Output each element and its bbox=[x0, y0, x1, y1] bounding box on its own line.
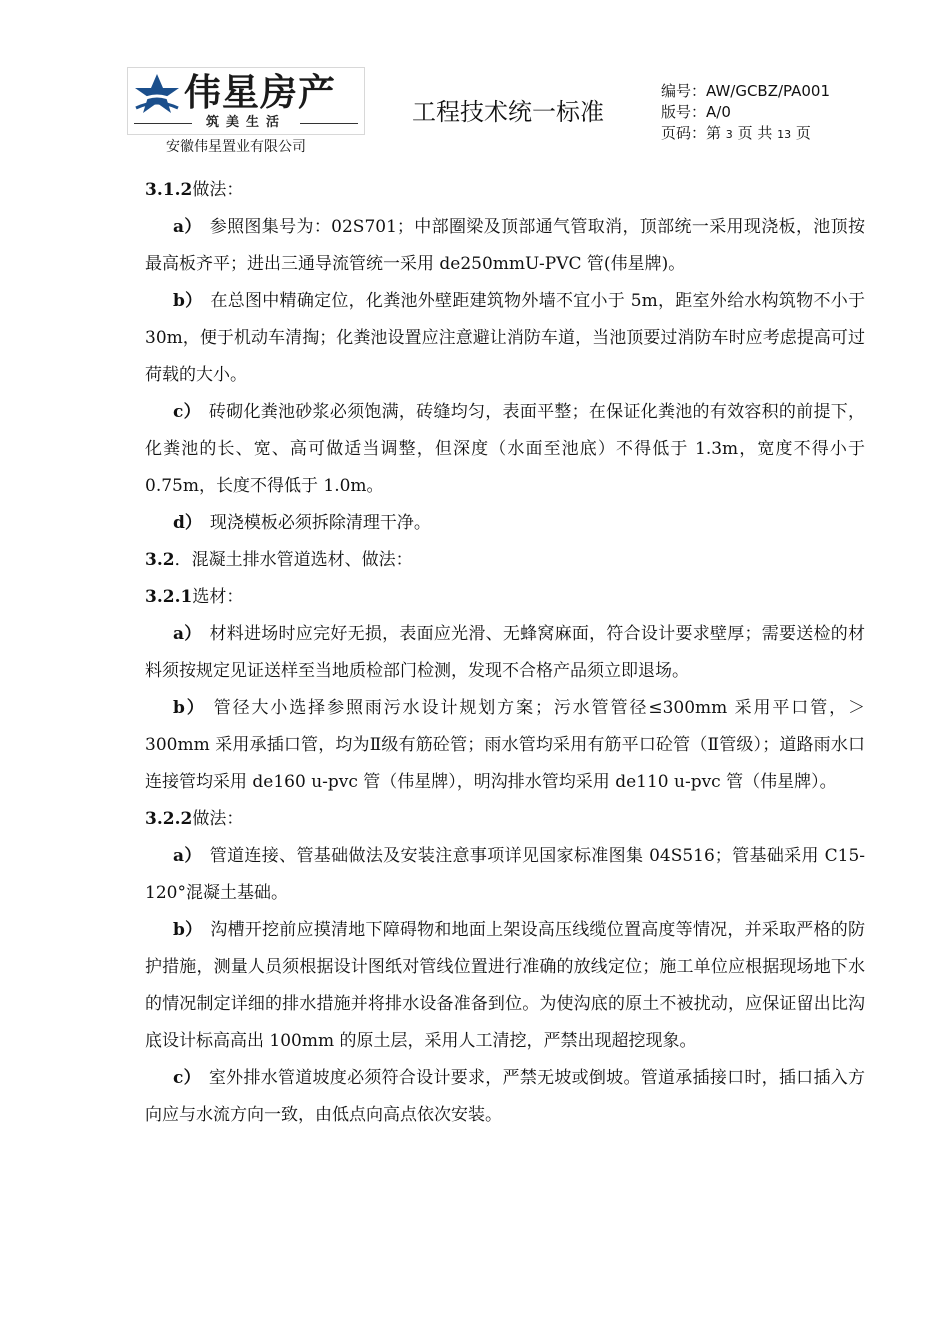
page-header bbox=[0, 0, 950, 160]
section-heading-text: ．混凝土排水管道选材、做法： bbox=[174, 550, 413, 570]
list-item bbox=[145, 690, 865, 801]
list-item bbox=[145, 505, 865, 542]
list-item bbox=[145, 283, 865, 394]
item-text: 沟槽开挖前应摸清地下障碍物和地面上架设高压线缆位置高度等情况，并采取严格的防护措施，测量人员须根据设计图纸对管线位置进行准确的放线定位；施工单位应根据现场地下水的情况制定详细的排水措施并将排水设备准备到位。为使沟底的原土不被扰动，应保证留出比沟底设计标高高出 100mm 的原土层，采用人工清挖，严禁出现超挖现象。 bbox=[145, 920, 865, 1051]
company-name: 安徽伟星置业有限公司 bbox=[166, 139, 306, 155]
item-marker: b） bbox=[173, 920, 203, 940]
list-item bbox=[145, 209, 865, 283]
section-heading bbox=[145, 542, 865, 579]
list-item bbox=[145, 616, 865, 690]
item-text: 砖砌化粪池砂浆必须饱满，砖缝均匀，表面平整；在保证化粪池的有效容积的前提下，化粪池的长、宽、高可做适当调整，但深度（水面至池底）不得低于 1.3m，宽度不得小于 0.75m，长度不得低于 1.0m。 bbox=[145, 402, 865, 496]
item-text: 室外排水管道坡度必须符合设计要求，严禁无坡或倒坡。管道承插接口时，插口插入方向应与水流方向一致，由低点向高点依次安装。 bbox=[145, 1068, 865, 1125]
document-title: 工程技术统一标准 bbox=[412, 98, 604, 126]
item-text: 在总图中精确定位，化粪池外壁距建筑物外墙不宜小于 5m，距室外给水构筑物不小于 30m，便于机动车清掏；化粪池设置应注意避让消防车道，当池顶要过消防车时应考虑提高可过荷载的大小。 bbox=[145, 291, 866, 385]
item-marker: d） bbox=[173, 513, 202, 533]
item-text: 材料进场时应完好无损，表面应光滑、无蜂窝麻面，符合设计要求壁厚；需要送检的材料须按规定见证送样至当地质检部门检测，发现不合格产品须立即退场。 bbox=[145, 624, 866, 681]
document-body bbox=[145, 172, 865, 1134]
list-item bbox=[145, 912, 865, 1060]
list-item bbox=[145, 394, 865, 505]
item-text: 管径大小选择参照雨污水设计规划方案；污水管管径≤300mm 采用平口管，＞300mm 采用承插口管，均为Ⅱ级有筋砼管；雨水管均采用有筋平口砼管（Ⅱ管级）；道路雨水口连接管均采用 de160 u-pvc 管（伟星牌），明沟排水管均采用 de110 u-pvc 管（伟星牌）。 bbox=[145, 698, 865, 792]
list-item bbox=[145, 1060, 865, 1134]
item-text: 现浇模板必须拆除清理干净。 bbox=[209, 513, 431, 533]
document-version: 版号：A/0 bbox=[661, 103, 731, 121]
item-marker: c） bbox=[173, 402, 201, 422]
star-logo-icon bbox=[132, 72, 182, 116]
document-number: 编号：AW/GCBZ/PA001 bbox=[661, 82, 831, 100]
document-meta bbox=[661, 81, 830, 145]
item-marker: a） bbox=[173, 846, 202, 866]
section-number: 3.2.2 bbox=[145, 809, 193, 829]
logo-name: 伟星房产 bbox=[184, 71, 336, 114]
item-text: 管道连接、管基础做法及安装注意事项详见国家标准图集 04S516；管基础采用 C15-120°混凝土基础。 bbox=[145, 846, 866, 903]
item-marker: b） bbox=[173, 291, 203, 311]
item-marker: c） bbox=[173, 1068, 201, 1088]
section-number: 3.2.1 bbox=[145, 587, 193, 607]
section-heading bbox=[145, 801, 865, 838]
item-text: 参照图集号为：02S701；中部圈梁及顶部通气管取消，顶部统一采用现浇板，池顶按最高板齐平；进出三通导流管统一采用 de250mmU-PVC 管(伟星牌)。 bbox=[145, 217, 865, 274]
page-suffix: 页 bbox=[795, 124, 811, 142]
section-heading-text: 做法： bbox=[192, 809, 244, 829]
logo-divider bbox=[300, 123, 358, 124]
section-number: 3.2 bbox=[145, 550, 175, 570]
page-middle: 页 共 bbox=[737, 124, 773, 142]
page-prefix: 页码：第 bbox=[661, 124, 722, 142]
company-logo bbox=[127, 67, 365, 135]
section-heading bbox=[145, 172, 865, 209]
page-total: 13 bbox=[777, 128, 792, 141]
section-heading-text: 选材： bbox=[192, 587, 244, 607]
logo-slogan: 筑美生活 bbox=[205, 115, 286, 130]
item-marker: a） bbox=[173, 217, 202, 237]
item-marker: a） bbox=[173, 624, 202, 644]
section-heading-text: 做法： bbox=[192, 180, 244, 200]
item-marker: b） bbox=[173, 698, 206, 718]
list-item bbox=[145, 838, 865, 912]
section-number: 3.1.2 bbox=[145, 180, 193, 200]
page-current: 3 bbox=[725, 128, 733, 141]
section-heading bbox=[145, 579, 865, 616]
page-indicator bbox=[661, 123, 830, 145]
